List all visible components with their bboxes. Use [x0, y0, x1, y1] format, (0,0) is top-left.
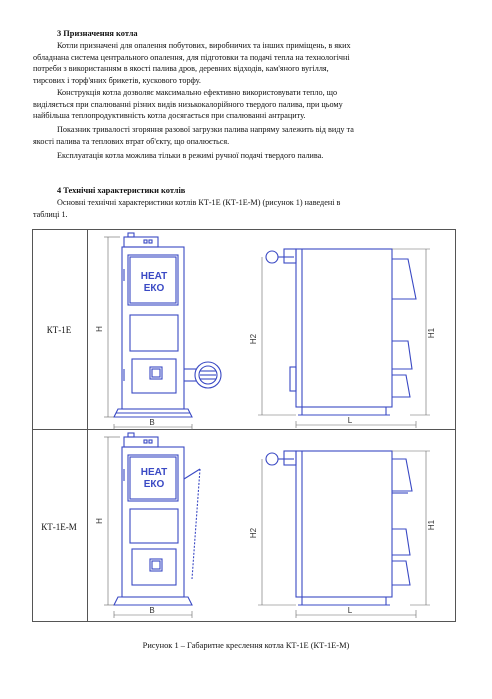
row-label-kt1e: КТ-1Е — [46, 325, 72, 335]
section-3-heading: 3 Призначення котла — [57, 29, 138, 38]
logo-text-top-kt1e: HEAT — [140, 271, 168, 282]
dim-H-kt1em: H — [95, 518, 104, 524]
dim-H1-kt1em: H1 — [427, 519, 436, 531]
section-3-paragraph-3: Показник тривалості згоряння разової загрузки палива напряму залежить від виду та якості палива та теплових втрат об'єкту, що опалюється. — [33, 125, 354, 146]
dim-L-kt1e: L — [347, 416, 353, 425]
section-3-paragraph-2: Конструкція котла дозволяє максимально ефективно використовувати тепло, що виділяється при спалюванні різних видів низькокалорійного твердого палива, при цьому найбільша теплопродуктивність котла досягається при спалюванні антрациту. — [33, 88, 343, 121]
boiler-side-view-kt1em — [250, 429, 450, 621]
boiler-front-view-kt1e — [92, 229, 232, 429]
section-4-heading: 4 Технічні характеристики котлів — [57, 186, 186, 195]
dim-H2-kt1e: H2 — [249, 333, 258, 345]
logo-text-top-kt1em: HEAT — [140, 467, 168, 478]
boiler-side-view-kt1e — [250, 229, 450, 429]
logo-text-bottom-kt1em: ЕКО — [143, 479, 165, 490]
dim-H1-kt1e: H1 — [427, 327, 436, 339]
dim-B-kt1e: B — [149, 418, 155, 427]
section-4-paragraph-1: Основні технічні характеристики котлів КТ-1Е (КТ-1Е-М) (рисунок 1) наведені в таблиці 1. — [33, 198, 341, 219]
logo-text-bottom-kt1e: ЕКО — [143, 283, 165, 294]
dim-L-kt1em: L — [347, 606, 353, 615]
section-3-paragraph-4: Експлуатація котла можлива тільки в режимі ручної подачі твердого палива. — [57, 151, 324, 160]
boiler-front-view-kt1em — [92, 429, 232, 621]
section-3-paragraph-1: Котли призначені для опалення побутових, виробничих та інших приміщень, в яких обладнана система центрального опалення, для підготовки та подачі тепла на технологічні потреби з використанням в якості палива дров, деревних відходів, кам'яного вугілля, тирсових і торф'яних брикетів, кускового торфу. — [33, 41, 351, 85]
row-label-kt1em: КТ-1Е-М — [41, 522, 77, 532]
dim-B-kt1em: B — [149, 606, 155, 615]
figure-caption: Рисунок 1 – Габаритне креслення котла КТ-1Е (КТ-1Е-М) — [142, 641, 350, 650]
dim-H2-kt1em: H2 — [249, 527, 258, 539]
dim-H-kt1e: H — [95, 326, 104, 332]
